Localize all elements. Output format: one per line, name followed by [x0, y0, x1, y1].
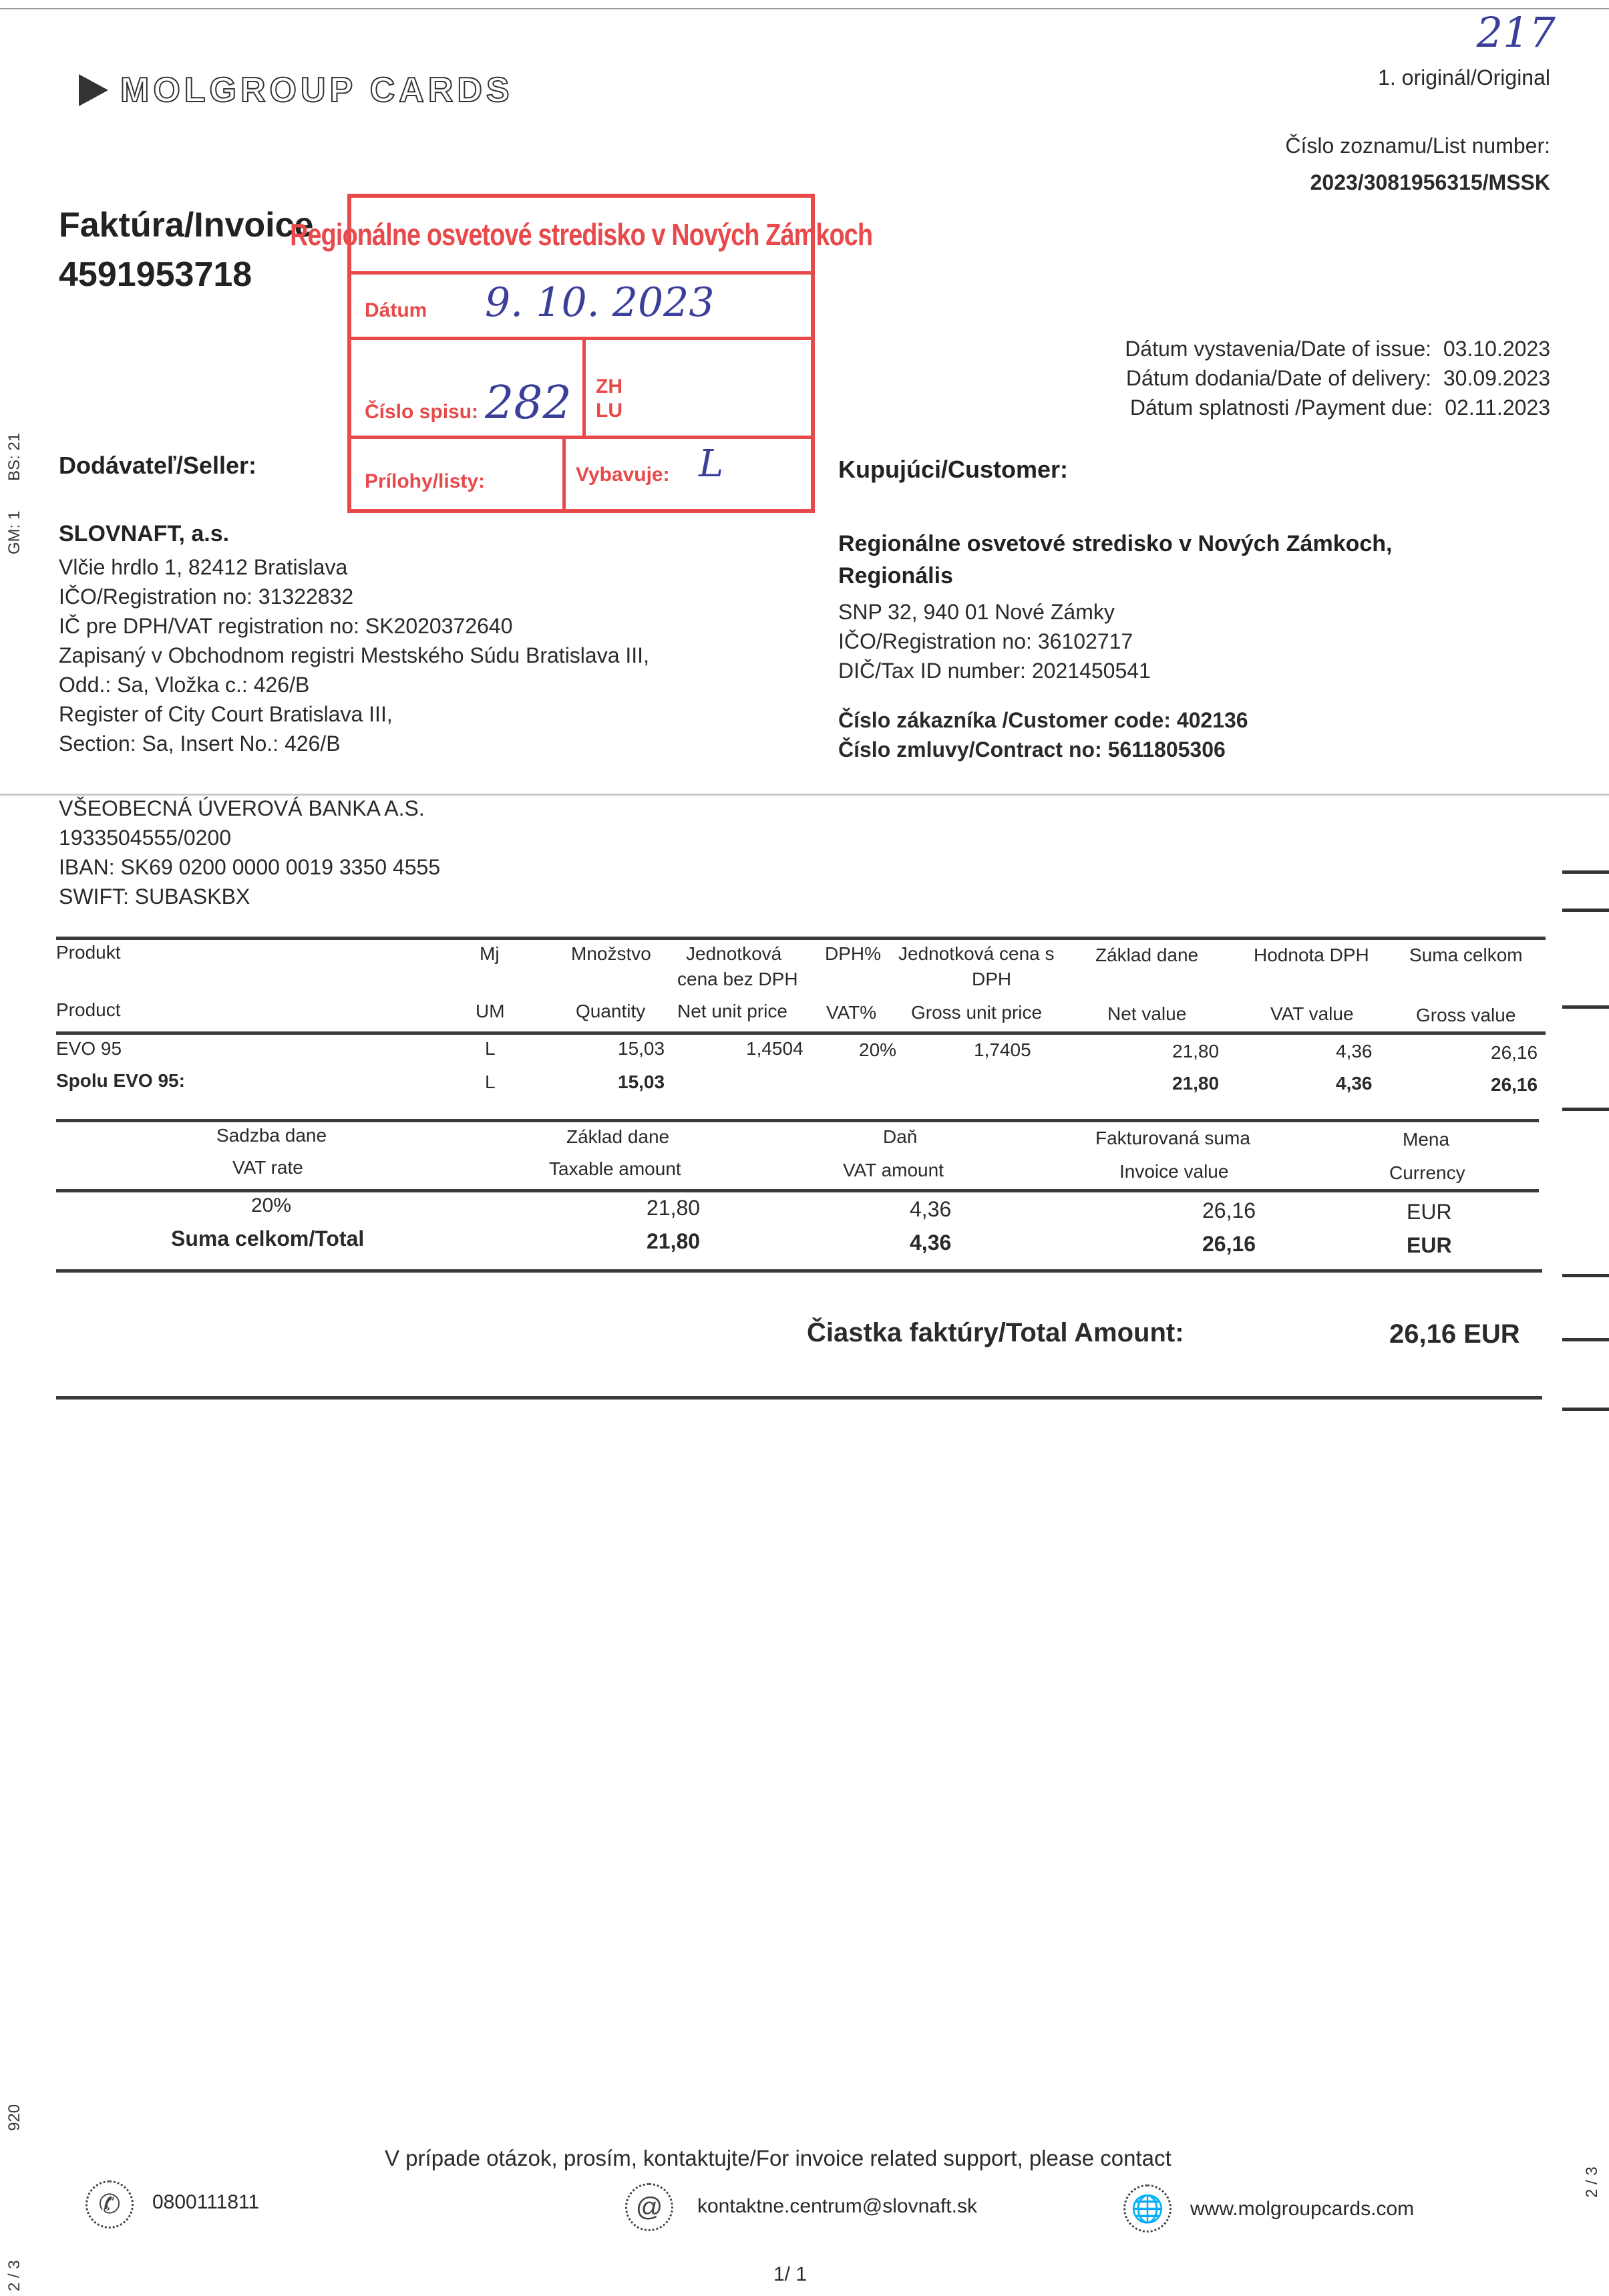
date-delivery [1125, 363, 1550, 393]
bank-name: VŠEOBECNÁ ÚVEROVÁ BANKA A.S. [59, 796, 425, 820]
col-header-netunit-en: Net unit price [677, 1001, 787, 1021]
vat-header-taxable-en: Taxable amount [549, 1158, 681, 1179]
invoice-number: 4591953718 [59, 255, 252, 294]
subtotal-vat: 4,36 [1336, 1073, 1373, 1094]
vat-header-taxable-sk: Základ dane [566, 1126, 670, 1147]
globe-icon: 🌐 [1123, 2184, 1172, 2233]
scan-mark [1562, 1408, 1609, 1411]
customer-line: SNP 32, 940 01 Nové Zámky [838, 600, 1115, 624]
col-header-qty-sk: Množstvo [571, 943, 651, 964]
scan-mark [1562, 1005, 1609, 1009]
page-number: 1/ 1 [773, 2263, 808, 2285]
scan-mark [1562, 870, 1609, 874]
stamp-date-value: 9. 10. 2023 [485, 279, 715, 326]
col-header-qty-en: Quantity [576, 1001, 646, 1021]
vat-header-rate-en: VAT rate [232, 1157, 303, 1178]
vat-amount: 4,36 [910, 1197, 952, 1221]
table-rule [56, 1119, 1539, 1122]
col-header-product-en: Product [56, 999, 121, 1020]
registry-stamp [290, 194, 873, 513]
stamp-file-row [351, 337, 811, 439]
copy-label: 1. originál/Original [1378, 65, 1550, 90]
bank-block [59, 794, 440, 911]
stamp-mark-lu: LU [596, 399, 622, 422]
customer-line: DIČ/Tax ID number: 2021450541 [838, 659, 1151, 683]
seller-line: IČ pre DPH/VAT registration no: SK2020372640 [59, 614, 513, 638]
col-header-vat-en: VAT% [826, 1002, 877, 1023]
vat-header-invoice-sk: Fakturovaná suma [1095, 1128, 1250, 1148]
table-rule [56, 1189, 1539, 1192]
col-header-grossunit-en: Gross unit price [911, 1002, 1043, 1023]
cell-net: 21,80 [1172, 1041, 1220, 1061]
stamp-org: Regionálne osvetové stredisko v Nových Zámkoch [351, 198, 811, 275]
email-icon: @ [625, 2183, 673, 2231]
phone-icon: ✆ [85, 2180, 134, 2229]
subtotal-qty: 15,03 [618, 1072, 665, 1092]
vat-total-amount: 4,36 [910, 1231, 952, 1255]
date-issue [1125, 334, 1550, 363]
customer-line: IČO/Registration no: 36102717 [838, 629, 1133, 653]
vat-total-currency: EUR [1407, 1233, 1452, 1257]
col-header-netunit-sk-2: cena bez DPH [677, 969, 798, 989]
cell-net-unit: 1,4504 [746, 1038, 803, 1059]
cell-gross-unit: 1,7405 [974, 1039, 1031, 1060]
seller-line: Zapisaný v Obchodnom registri Mestského Súdu Bratislava III, [59, 643, 649, 667]
vat-taxable: 21,80 [647, 1196, 701, 1220]
date-due-value: 02.11.2023 [1445, 395, 1550, 420]
cell-um: L [485, 1038, 496, 1059]
stamp-mark-zh: ZH [596, 375, 622, 397]
vat-total-invoice: 26,16 [1202, 1232, 1256, 1256]
contract-number: Číslo zmluvy/Contract no: 5611805306 [838, 737, 1226, 762]
col-header-netunit-sk: Jednotková [686, 943, 782, 964]
total-amount-value: 26,16 EUR [1389, 1319, 1520, 1349]
cell-gross: 26,16 [1491, 1042, 1538, 1063]
stamp-date-row [351, 271, 811, 340]
subtotal-product: Spolu EVO 95: [56, 1070, 185, 1091]
vat-currency: EUR [1407, 1200, 1452, 1224]
list-number: 2023/3081956315/MSSK [1310, 170, 1550, 194]
vat-header-vat-sk: Daň [883, 1126, 918, 1147]
stamp-attachments-label: Prílohy/listy: [365, 470, 486, 492]
bank-account: 1933504555/0200 [59, 826, 232, 850]
logo-text: MOLGROUP CARDS [120, 71, 514, 110]
vat-header-currency-en: Currency [1389, 1162, 1465, 1183]
stamp-date-label: Dátum [365, 299, 427, 321]
seller-block [59, 521, 649, 758]
seller-heading: Dodávateľ/Seller: [59, 452, 256, 479]
seller-line: Vlčie hrdlo 1, 82412 Bratislava [59, 555, 348, 579]
seller-name: SLOVNAFT, a.s. [59, 521, 230, 546]
stamp-handled-by-value: L [699, 442, 724, 486]
subtotal-gross: 26,16 [1491, 1074, 1538, 1095]
customer-block [838, 528, 1393, 764]
table-rule [56, 937, 1546, 940]
scan-mark [1562, 1108, 1609, 1111]
total-amount-label: Čiastka faktúry/Total Amount: [807, 1318, 1184, 1347]
subtotal-net: 21,80 [1172, 1073, 1220, 1094]
stamp-divider [562, 436, 566, 509]
seller-line: Section: Sa, Insert No.: 426/B [59, 731, 341, 756]
margin-code-920: 920 [5, 2104, 23, 2131]
support-email[interactable]: kontaktne.centrum@slovnaft.sk [697, 2195, 977, 2217]
vat-header-vat-en: VAT amount [843, 1160, 944, 1180]
invoice-title: Faktúra/Invoice [59, 206, 314, 244]
support-phone[interactable]: 0800111811 [152, 2191, 260, 2213]
table-rule [56, 1031, 1546, 1035]
col-header-vat-sk: DPH% [825, 943, 882, 964]
stamp-bottom-row [351, 436, 811, 509]
date-issue-value: 03.10.2023 [1443, 337, 1550, 361]
customer-name-2: Regionális [838, 563, 953, 589]
vat-invoice-value: 26,16 [1202, 1198, 1256, 1222]
bank-swift: SWIFT: SUBASKBX [59, 884, 250, 909]
table-rule [56, 1269, 1542, 1273]
col-header-grossunit-sk-2: DPH [972, 969, 1012, 989]
cell-product: EVO 95 [56, 1038, 122, 1059]
customer-code: Číslo zákazníka /Customer code: 402136 [838, 708, 1248, 732]
scan-mark [1562, 909, 1609, 912]
vat-total-label: Suma celkom/Total [171, 1226, 365, 1251]
cell-vat: 4,36 [1336, 1041, 1373, 1061]
scan-mark [1562, 1274, 1609, 1277]
support-text: V prípade otázok, prosím, kontaktujte/For invoice related support, please contact [385, 2146, 1172, 2170]
vat-rate: 20% [251, 1194, 292, 1216]
stamp-file-label: Číslo spisu: [365, 401, 479, 423]
scan-mark [1562, 1338, 1609, 1341]
vat-total-taxable: 21,80 [647, 1229, 701, 1253]
col-header-um-en: UM [476, 1001, 505, 1021]
col-header-net-en: Net value [1107, 1003, 1187, 1024]
invoice-heading [59, 200, 313, 299]
vat-header-rate-sk: Sadzba dane [216, 1125, 327, 1146]
col-header-gross-en: Gross value [1416, 1005, 1516, 1025]
cell-vat-pct: 20% [859, 1039, 897, 1060]
subtotal-um: L [485, 1072, 496, 1092]
col-header-grossunit-sk: Jednotková cena s [898, 943, 1055, 964]
bank-iban: IBAN: SK69 0200 0000 0019 3350 4555 [59, 855, 441, 879]
customer-name: Regionálne osvetové stredisko v Nových Zámkoch, [838, 531, 1393, 556]
seller-line: IČO/Registration no: 31322832 [59, 585, 354, 609]
margin-code-bs: BS: 21 [5, 432, 23, 481]
col-header-net-sk: Základ dane [1095, 945, 1199, 965]
table-rule [56, 1396, 1542, 1400]
list-number-label: Číslo zoznamu/List number: [1285, 134, 1550, 158]
col-header-vatvalue-sk: Hodnota DPH [1254, 945, 1369, 965]
col-header-vatvalue-en: VAT value [1270, 1003, 1354, 1024]
handwritten-page-number: 217 [1476, 8, 1556, 57]
support-website[interactable]: www.molgroupcards.com [1190, 2198, 1415, 2220]
vat-header-currency-sk: Mena [1403, 1129, 1450, 1150]
date-delivery-value: 30.09.2023 [1443, 366, 1550, 390]
date-due-label: Dátum splatnosti /Payment due: [1129, 395, 1433, 420]
logo-arrow-icon [79, 74, 108, 106]
stamp-handled-by-label: Vybavuje: [576, 464, 670, 486]
margin-code-gm: GM: 1 [5, 510, 23, 554]
seller-line: Odd.: Sa, Vložka c.: 426/B [59, 673, 310, 697]
cell-qty: 15,03 [618, 1038, 665, 1059]
date-issue-label: Dátum vystavenia/Date of issue: [1125, 337, 1432, 361]
scan-top-edge [0, 8, 1609, 9]
stamp-divider [582, 337, 586, 436]
dates-block [1125, 334, 1550, 422]
date-delivery-label: Dátum dodania/Date of delivery: [1125, 366, 1432, 390]
col-header-gross-sk: Suma celkom [1409, 945, 1523, 965]
col-header-product-sk: Produkt [56, 942, 121, 963]
col-header-um-sk: Mj [480, 943, 500, 964]
vat-header-invoice-en: Invoice value [1119, 1161, 1229, 1182]
margin-page-left: 2 / 3 [5, 2260, 23, 2291]
margin-page-right: 2 / 3 [1583, 2166, 1601, 2198]
date-due [1125, 393, 1550, 422]
customer-heading: Kupujúci/Customer: [838, 456, 1069, 483]
seller-line: Register of City Court Bratislava III, [59, 702, 393, 726]
stamp-file-value: 282 [485, 377, 572, 430]
molgroup-logo [79, 70, 514, 110]
